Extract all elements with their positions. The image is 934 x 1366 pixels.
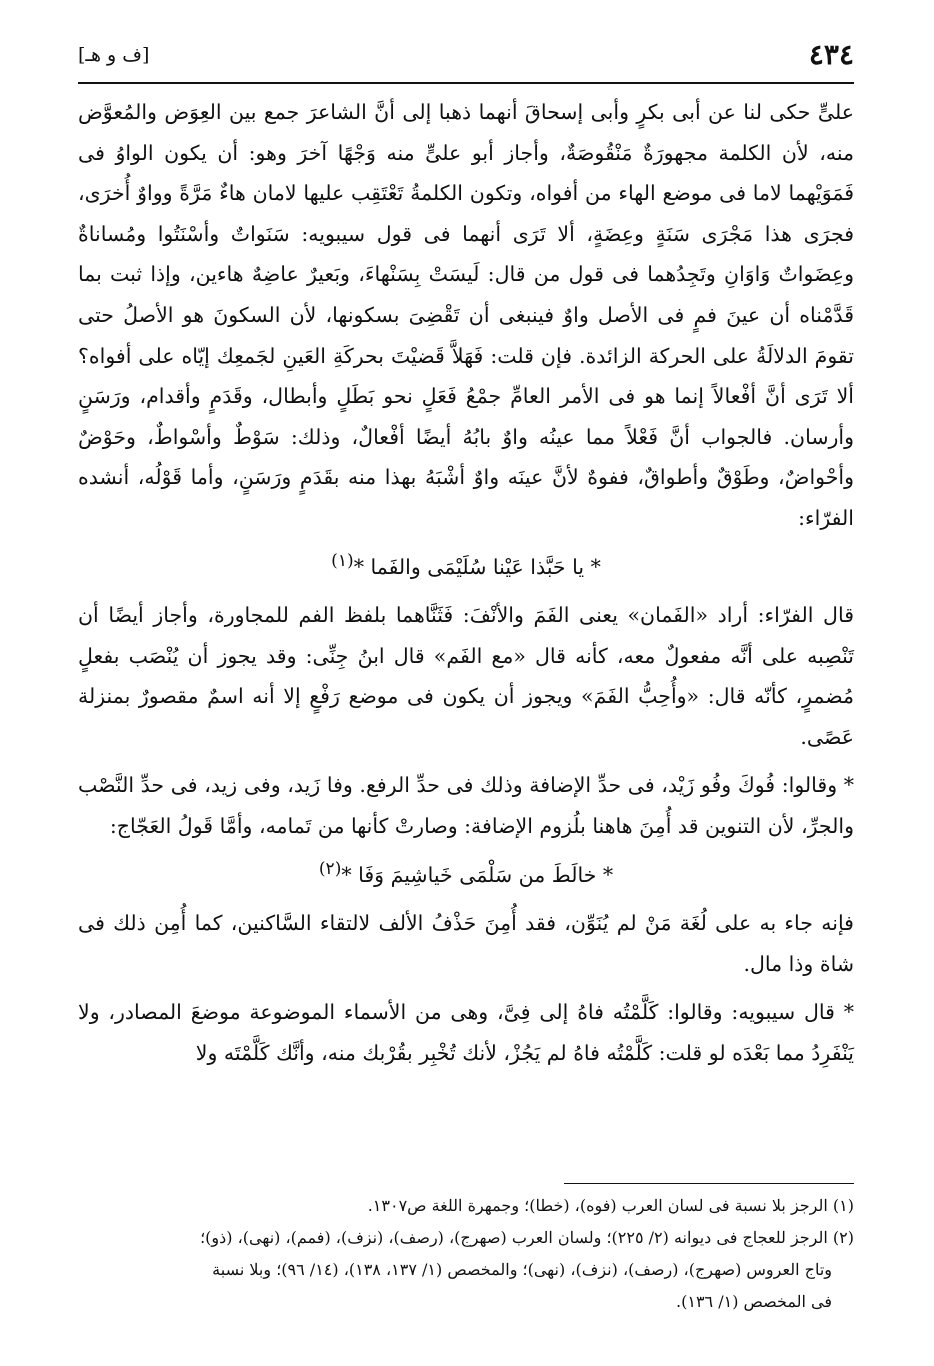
- paragraph-1: علىٍّ حكى لنا عن أبى بكرٍ وأبى إسحاقَ أنهما ذهبا إلى أنَّ الشاعرَ جمع بين العِوَض والمُعوَّض منه، لأن الكلمة مجهورَةٌ مَنْقُوصَةٌ، وأجاز أبو علىٍّ منه وَجْهًا آخرَ وهو: أن يكون الواوُ فى فَمَوَيْهما لاما فى موضع الهاء من أفواه، وتكون الكلمةُ تَعْتَقِب عليها لامان هاءٌ مَرَّةً وواوٌ أُخرَى، فجرَى هذا مَجْرَى سَنَةٍ وعِضَةٍ، ألا تَرَى أنهما فى قول سيبويه: سَنَواتٌ وأسْنَتُوا ومُساناةٌ وعِضَواتٌ وَاوَانِ وتَجِدُهما فى قول من قال: لَيسَتْ بِسَنْهاءَ، وبَعيرٌ عاضِهٌ هاءين، وإذا ثبت بما قَدَّمْناه أن عينَ فمٍ فى الأصل واوٌ فينبغى أن تَقْضِىَ بسكونها، لأن السكونَ هو الأصلُ حتى تقومَ الدلالَةُ على الحركة الزائدة. فإن قلت: فَهَلاَّ قَضيْتَ بحركَةِ العَينِ لجَمعِك إيّاه على أفواه؟ ألا تَرَى أنَّ أفْعالاً إنما هو فى الأمر العامِّ جمْعُ فَعَلٍ نحو بَطَلٍ وأبطال، وقَدَمٍ وأقدام، ورَسَنٍ وأرسان. فالجواب أنَّ فَعْلاً مما عينُه واوٌ بابُهُ أيضًا أفْعالٌ، وذلك: سَوْطٌ وأسْواطٌ، وحَوْضٌ وأحْواضٌ، وطَوْقٌ وأطواقٌ، ففوهٌ لأنَّ عينَه واوٌ أشْبَهُ بهذا منه بقَدَمٍ ورَسَنٍ، وأما قَوْلُه، أنشده الفرّاء:: [78, 100, 854, 530]
- footnote-ref-1: (١): [331, 550, 354, 571]
- main-text: [78, 92, 854, 1073]
- paragraph-5: * قال سيبويه: وقالوا: كَلَّمْتُه فاهُ إلى فِىَّ، وهى من الأسماء الموضوعة موضعَ المصادر، ولا يَنْفَرِدُ مما بَعْدَه لو قلت: كَلَّمْتُه فاهُ لم يَجُزْ، لأنك تُخْبِر بقُرْبك منه، وأنَّك كَلَّمْتَه ولا: [78, 1000, 854, 1065]
- verse-1: [78, 541, 854, 587]
- footnote-2-line-1: (٢) الرجز للعجاج فى ديوانه (٢/ ٢٢٥)؛ ولسان العرب (صهرج)، (رصف)، (نزف)، (فمم)، (نهى)، (ذو)؛: [200, 1228, 854, 1247]
- verse-2-text: * خالَطَ من سَلْمَى خَياشِيمَ وَفَا *: [341, 862, 614, 887]
- paragraph-3: * وقالوا: فُوكَ وفُو زَيْد، فى حدِّ الإضافة وذلك فى حدِّ الرفع. وفا زَيد، وفى زيد، فى حدِّ النَّصْب والجرِّ، لأن التنوين قد أُمِنَ هاهنا بلُزوم الإضافة: وصارتْ كأنها من تَمامه، وأمَّا قَولُ العَجّاج:: [78, 773, 854, 838]
- paragraph-2: قال الفرّاء: أراد «الفَمان» يعنى الفَمَ والأنْفَ: فَثَنَّاهما بلفظ الفم للمجاورة، وأجاز أيضًا أن تَنْصِبه على أنَّه مفعولٌ معه، كأنه قال «مع الفَم» قال ابنُ جِنِّى: وقد يجوز أن يُنْصَب بفعلٍ مُضمرٍ، كأنّه قال: «وأُحِبُّ الفَمَ» ويجوز أن يكون فى موضع رَفْعٍ إلا أنه اسمٌ مقصورٌ بمنزلة عَصًى.: [78, 602, 854, 749]
- header-rule: [78, 82, 854, 84]
- running-head: [ف و هـ]: [78, 44, 150, 66]
- footnotes: [78, 1190, 854, 1318]
- verse-1-text: * يا حَبَّذا عَيْنا سُلَيْمَى والفَما *: [353, 554, 601, 579]
- page-header: [78, 38, 854, 78]
- paragraph-4: فإنه جاء به على لُغَة مَنْ لم يُنَوِّن، فقد أُمِنَ حَذْفُ الألف لالتقاء السَّاكنين، كما أُمِن ذلك فى شاة وذا مال.: [78, 910, 854, 976]
- verse-2: [78, 849, 854, 895]
- footnote-ref-2: (٢): [318, 858, 342, 879]
- footnote-1: (١) الرجز بلا نسبة فى لسان العرب (فوه)، (خطا)؛ وجمهرة اللغة ص١٣٠٧.: [367, 1196, 854, 1215]
- page-number: ٤٣٤: [808, 38, 854, 71]
- footnote-2-line-3: فى المخصص (١/ ١٣٦).: [676, 1292, 832, 1311]
- footnote-rule: [564, 1183, 854, 1184]
- footnote-2-line-2: وتاج العروس (صهرج)، (رصف)، (نزف)، (نهى)؛ والمخصص (١/ ١٣٧، ١٣٨)، (١٤/ ٩٦)؛ وبلا نسبة: [212, 1260, 832, 1279]
